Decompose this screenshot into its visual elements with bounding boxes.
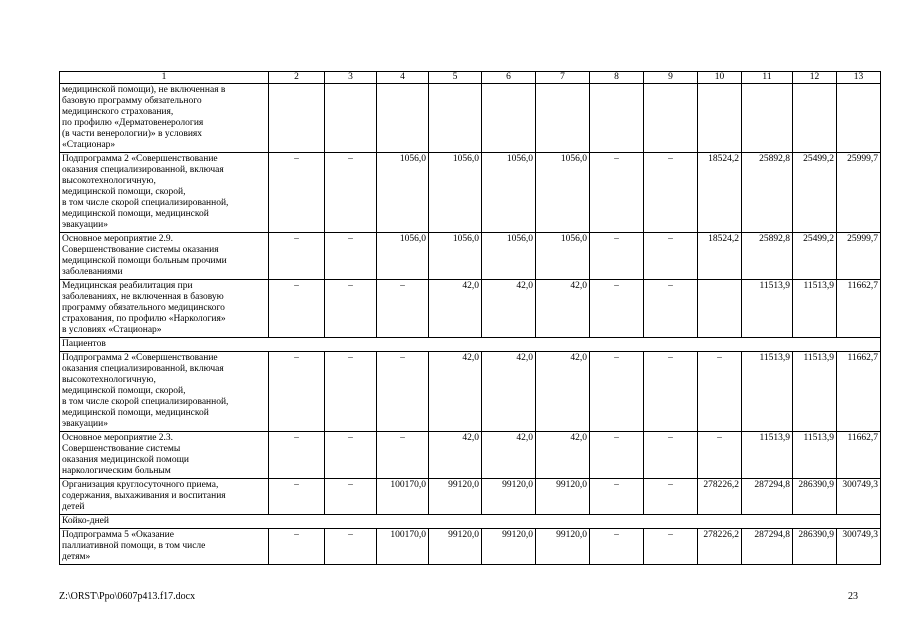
- table-cell: 11513,9: [793, 280, 837, 338]
- table-cell: 300749,3: [837, 529, 881, 565]
- table-cell: 278226,2: [698, 479, 742, 515]
- unit-row: [60, 338, 881, 352]
- table-cell: –: [590, 280, 644, 338]
- column-header: 10: [698, 72, 742, 84]
- table-cell: 42,0: [429, 432, 482, 479]
- table-cell: [644, 84, 698, 153]
- table-cell: 286390,9: [793, 529, 837, 565]
- header-row: [60, 72, 881, 84]
- table-cell: –: [269, 233, 325, 280]
- table-row: [60, 529, 881, 565]
- table-cell: –: [269, 280, 325, 338]
- column-header: 6: [482, 72, 536, 84]
- table-cell: 11513,9: [742, 352, 793, 432]
- table-row: [60, 153, 881, 233]
- row-label: Подпрограмма 2 «Совершенствование оказания специализированной, включая высокотехнологичную, медицинской помощи, скорой, в том числе скорой специализированной, медицинской помощи, медицинской эвакуации»: [60, 352, 269, 432]
- table-cell: 11513,9: [793, 352, 837, 432]
- table-cell: [590, 84, 644, 153]
- table-cell: –: [590, 233, 644, 280]
- table-cell: –: [269, 432, 325, 479]
- footer-file-path: Z:\ORST\Ppo\0607p413.f17.docx: [59, 591, 196, 602]
- table-cell: [793, 84, 837, 153]
- table-cell: 25499,2: [793, 153, 837, 233]
- table-cell: 18524,2: [698, 153, 742, 233]
- table-cell: –: [644, 280, 698, 338]
- table-cell: 42,0: [429, 352, 482, 432]
- table-cell: [698, 84, 742, 153]
- column-header: 4: [377, 72, 429, 84]
- column-header: 3: [325, 72, 377, 84]
- column-header: 12: [793, 72, 837, 84]
- table-cell: –: [644, 233, 698, 280]
- table-cell: 286390,9: [793, 479, 837, 515]
- table-cell: 25892,8: [742, 233, 793, 280]
- table-cell: –: [644, 479, 698, 515]
- column-header: 11: [742, 72, 793, 84]
- table-cell: 11513,9: [742, 280, 793, 338]
- table-cell: 18524,2: [698, 233, 742, 280]
- table-cell: –: [644, 432, 698, 479]
- table-cell: –: [269, 153, 325, 233]
- table-cell: 42,0: [482, 280, 536, 338]
- table-cell: [429, 84, 482, 153]
- row-label: Основное мероприятие 2.3. Совершенствование системы оказания медицинской помощи наркологическим больным: [60, 432, 269, 479]
- table-cell: 42,0: [482, 432, 536, 479]
- table-cell: [482, 84, 536, 153]
- table-cell: 1056,0: [536, 153, 590, 233]
- table-cell: [536, 84, 590, 153]
- column-header: 13: [837, 72, 881, 84]
- table-cell: –: [325, 153, 377, 233]
- table-cell: [698, 280, 742, 338]
- unit-row: [60, 515, 881, 529]
- table-cell: [377, 84, 429, 153]
- table-cell: 1056,0: [482, 233, 536, 280]
- table-cell: 42,0: [536, 280, 590, 338]
- table-cell: –: [377, 432, 429, 479]
- table-cell: –: [644, 352, 698, 432]
- table-cell: 99120,0: [482, 479, 536, 515]
- table-cell: 300749,3: [837, 479, 881, 515]
- table-cell: 1056,0: [377, 233, 429, 280]
- table-cell: –: [698, 352, 742, 432]
- table-cell: 1056,0: [377, 153, 429, 233]
- column-header: 5: [429, 72, 482, 84]
- footer-page-number: 23: [848, 591, 858, 602]
- table-cell: –: [325, 432, 377, 479]
- table-row: [60, 352, 881, 432]
- table-cell: 25892,8: [742, 153, 793, 233]
- table-row: [60, 233, 881, 280]
- table-cell: 42,0: [536, 432, 590, 479]
- table-cell: 1056,0: [429, 233, 482, 280]
- table-cell: –: [269, 529, 325, 565]
- table-row: [60, 280, 881, 338]
- table-cell: –: [325, 233, 377, 280]
- table-cell: –: [644, 529, 698, 565]
- table-cell: [837, 84, 881, 153]
- table-cell: –: [590, 479, 644, 515]
- table-cell: [742, 84, 793, 153]
- table-cell: –: [377, 352, 429, 432]
- data-table: [59, 71, 881, 565]
- table-cell: 99120,0: [429, 479, 482, 515]
- table-cell: 25999,7: [837, 153, 881, 233]
- row-label: Подпрограмма 2 «Совершенствование оказания специализированной, включая высокотехнологичную, медицинской помощи, скорой, в том числе скорой специализированной, медицинской помощи, медицинской эвакуации»: [60, 153, 269, 233]
- table-cell: 42,0: [429, 280, 482, 338]
- table-row: [60, 432, 881, 479]
- table-cell: –: [590, 352, 644, 432]
- column-header: 8: [590, 72, 644, 84]
- row-label: Основное мероприятие 2.9. Совершенствование системы оказания медицинской помощи больным прочими заболеваниями: [60, 233, 269, 280]
- table-cell: –: [644, 153, 698, 233]
- table-cell: –: [698, 432, 742, 479]
- row-label: Медицинская реабилитация при заболеваниях, не включенная в базовую программу обязательного медицинского страхования, по профилю «Наркология» в условиях «Стационар»: [60, 280, 269, 338]
- table-cell: –: [590, 153, 644, 233]
- table-cell: [269, 84, 325, 153]
- table-row: [60, 479, 881, 515]
- table-cell: –: [325, 352, 377, 432]
- table-cell: 1056,0: [429, 153, 482, 233]
- unit-label: Пациентов: [60, 338, 881, 352]
- column-header: 7: [536, 72, 590, 84]
- row-label: медицинской помощи), не включенная в базовую программу обязательного медицинского страхования, по профилю «Дерматовенерология (в части венерологии)» в условиях «Стационар»: [60, 84, 269, 153]
- table-cell: 1056,0: [482, 153, 536, 233]
- column-header: 2: [269, 72, 325, 84]
- table-cell: 11662,7: [837, 352, 881, 432]
- table-cell: 11662,7: [837, 432, 881, 479]
- table-cell: 25499,2: [793, 233, 837, 280]
- table-cell: –: [325, 280, 377, 338]
- table-cell: 99120,0: [429, 529, 482, 565]
- table-cell: 99120,0: [536, 479, 590, 515]
- table-cell: 11513,9: [793, 432, 837, 479]
- table-cell: –: [325, 529, 377, 565]
- column-header: 9: [644, 72, 698, 84]
- table-cell: 1056,0: [536, 233, 590, 280]
- column-header: 1: [60, 72, 269, 84]
- table-cell: 42,0: [482, 352, 536, 432]
- table-row: [60, 84, 881, 153]
- table-cell: 25999,7: [837, 233, 881, 280]
- table-cell: –: [377, 280, 429, 338]
- table-cell: 99120,0: [482, 529, 536, 565]
- unit-label: Койко-дней: [60, 515, 881, 529]
- row-label: Подпрограмма 5 «Оказание паллиативной помощи, в том числе детям»: [60, 529, 269, 565]
- table-cell: –: [269, 479, 325, 515]
- row-label: Организация круглосуточного приема, содержания, выхаживания и воспитания детей: [60, 479, 269, 515]
- table-cell: 42,0: [536, 352, 590, 432]
- table-cell: 100170,0: [377, 479, 429, 515]
- table-cell: –: [325, 479, 377, 515]
- table-cell: –: [590, 432, 644, 479]
- table-cell: 287294,8: [742, 479, 793, 515]
- table-cell: –: [269, 352, 325, 432]
- table-cell: –: [590, 529, 644, 565]
- table-cell: 99120,0: [536, 529, 590, 565]
- table-cell: 100170,0: [377, 529, 429, 565]
- table-cell: 278226,2: [698, 529, 742, 565]
- table-cell: 11662,7: [837, 280, 881, 338]
- table-cell: 287294,8: [742, 529, 793, 565]
- table-cell: 11513,9: [742, 432, 793, 479]
- table-cell: [325, 84, 377, 153]
